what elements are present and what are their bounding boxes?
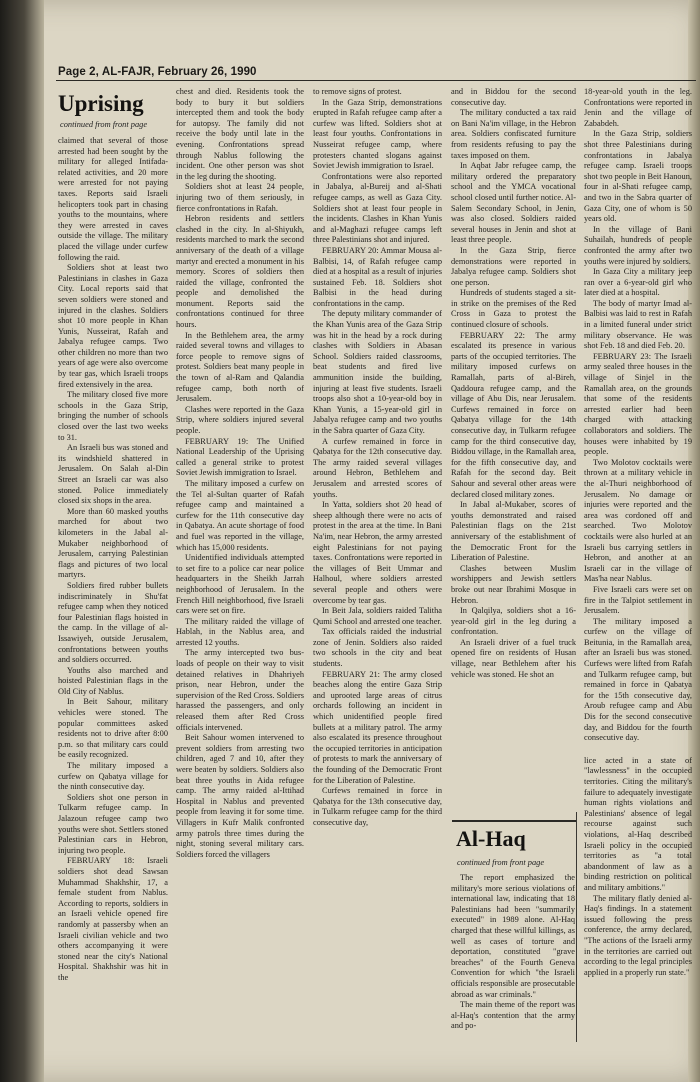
- paragraph: In Beit Jala, soldiers raided Talitha Qumi School and arrested one teacher.: [313, 606, 442, 626]
- paragraph: The report emphasized the military's more serious violations of international law, indicating that 18 Palestinians had been "summarily executed" in 1989 alone. Al-Haq charged that these willful killings, as well as cases of torture and deportation, constituted "grave breaches" of the Fourth Geneva Convention for which "the Israeli officials responsible are prosecutable abroad as war criminals.": [451, 873, 575, 999]
- paragraph: In Aqbat Jabr refugee camp, the military ordered the preparatory school and the YMCA vocational school closed until further notice. Al-Salem Secondary School, in Jenin, was also closed. Soldiers raided several houses in Jenin and shot at least three people.: [451, 161, 576, 245]
- paragraph: Tax officials raided the industrial zone of Jenin. Soldiers also raided two schools in the city and beat students.: [313, 627, 442, 669]
- right-column: [584, 87, 692, 1062]
- paragraph: The military conducted a tax raid on Bani Na'im village, in the Hebron area. Soldiers confiscated furniture from residents refusing to pay the taxes imposed on them.: [451, 108, 576, 160]
- uprising-headline: Uprising: [58, 91, 144, 116]
- alhaq-column-1: [451, 873, 575, 1063]
- paragraph: The deputy military commander of the Khan Yunis area of the Gaza Strip was hit in the head by a rock during clashes with Soldiers in Abasan School. Soldiers raided classrooms, beat students and fired live ammunition inside the building, injuring at least five students. Israeli troops also shot a 10-year-old boy in Khan Yunis, a 15-year-old girl in Jabalya refugee camp and two youths in the Sabra quarter of Gaza City.: [313, 309, 442, 435]
- paragraph: An Israeli driver of a fuel truck opened fire on residents of Husan village, near Bethlehem after his vehicle was stoned. He shot an: [451, 637, 576, 679]
- paragraph: Confrontations were also reported in Jabalya, al-Bureij and al-Shati refugee camps, as well as Gaza City. Soldiers shot at least four people in the incidents. Clashes in Khan Yunis and al-Maghazi refugee camps left three Palestinians shot and injured.: [313, 171, 442, 245]
- alhaq-headline: Al-Haq: [456, 826, 526, 851]
- alhaq-box-side-rule: [576, 812, 577, 1042]
- paragraph: FEBRUARY 21: The army closed beaches along the entire Gaza Strip and uprooted large areas of citrus orchards following an incident in which unidentified people fired bullets at a military patrol. The army also escalated its presence throughout the occupied territories in anticipation of protests to mark the anniversary of the founding of the Democratic Front for the Liberation of Palestine.: [313, 669, 442, 785]
- paragraph: Two Molotov cocktails were thrown at a military vehicle in the al-Thuri neighborhood of Jerusalem. No damage or injuries were reported and the area was cordoned off and searched. Two Molotov cocktails were also hurled at an Israeli bus carrying settlers in Hebron, and another at an Israeli car in the village of Mas'ha near Nablus.: [584, 457, 692, 584]
- paragraph: Beit Sahour women intervened to prevent soldiers from arresting two children, aged 7 and 10, after they were beaten by soldiers. Soldiers also beat three youths in Aida refugee camp. The army raided al-Ittihad Hospital in Nablus and prevented people from leaving it for some time. Villagers in Kufr Malik confronted army patrols three times during the night, stoning several military cars. Soldiers forced the villagers: [176, 733, 304, 859]
- paragraph: The military raided the village of Hablah, in the Nablus area, and arrested 12 youths.: [176, 616, 304, 647]
- paragraph: In Gaza City a military jeep ran over a 6-year-old girl who later died at a hospital.: [584, 267, 692, 298]
- page-folio: Page 2, AL-FAJR, February 26, 1990: [58, 66, 257, 78]
- paragraph: An Israeli bus was stoned and its windshield shattered in Jerusalem. On Salah al-Din Street an Israeli car was also stoned. Police immediately closed six shops in the area.: [58, 443, 168, 506]
- paragraph: The military imposed a curfew on the village of Beitunia, in the Ramallah area, after an Israeli bus was stoned. Curfews were lifted from Rafah and Tulkarm refugee camp, but remained in force in Qabatya for the 15th consecutive day, Aroub refugee camp and Abu Dis for the second consecutive day, and Biddou for the fourth consecutive day.: [584, 616, 692, 743]
- paragraph: The military flatly denied al-Haq's findings. In a statement issued following the press conference, the army declared, "The actions of the Israeli army in the territories are carried out according to the legal principles applied in a properly run state.": [584, 893, 692, 977]
- paragraph: In the Bethlehem area, the army raided several towns and villages to force people to remove signs of protest. Soldiers beat many people in the town of al-Ram and Qalandia refugee camp, both north of Jerusalem.: [176, 330, 304, 404]
- paragraph: In the Gaza Strip, demonstrations erupted in Rafah refugee camp after a curfew was lifted. Soldiers shot at least four youths. Confrontations in Nusseirat refugee camp, where protesters chanted slogans against Soviet Jewish immigration to Israel.: [313, 97, 442, 171]
- paragraph: In Qalqilya, soldiers shot a 16-year-old girl in the leg during a confrontation.: [451, 606, 576, 637]
- paragraph: 18-year-old youth in the leg. Confrontations were reported in Jenin and the village of Zababdeh.: [584, 87, 692, 128]
- paragraph: Hundreds of students staged a sit-in strike on the premises of the Red Cross in Gaza to protest the continued closure of schools.: [451, 288, 576, 330]
- paragraph: and in Biddou for the second consecutive day.: [451, 87, 576, 107]
- paragraph: Soldiers shot one person in Tulkarm refugee camp. In Jalazoun refugee camp two youths were shot. Settlers stoned Palestinian cars in Hebron, injuring two people.: [58, 792, 168, 855]
- paragraph: chest and died. Residents took the body to bury it but soldiers intercepted them and took the body for autopsy. The family did not receive the body until late in the evening. Confrontations spread through Nablus following the incident. One other person was shot in the leg during the shooting.: [176, 87, 304, 181]
- paragraph: Hebron residents and settlers clashed in the city. In al-Shiyukh, residents marched to mark the second anniversary of the death of a village martyr and erected a monument in his memory. Scores of soldiers then raided the village, confronted the people and demolished the monument. Reports said the confrontations continued for three hours.: [176, 214, 304, 330]
- paragraph: The military imposed a curfew on Qabatya village for the ninth consecutive day.: [58, 761, 168, 792]
- paragraph: More than 60 masked youths marched for about two kilometers in the Jabal al-Mukaber neighborhood of Jerusalem, carrying Palestinian flags and pictures of two local martyrs.: [58, 506, 168, 580]
- paragraph: Unidentified individuals attempted to set fire to a police car near police headquarters in the Sheikh Jarrah neighborhood of Jerusalem. In the French Hill neighborhood, five Israeli cars were set on fire.: [176, 553, 304, 616]
- paragraph: FEBRUARY 20: Ammar Mousa al-Balbisi, 14, of Rafah refugee camp died at a hospital as a result of injuries sustained Feb. 18. Soldiers shot Balbisi in the head during confrontations in the camp.: [313, 245, 442, 308]
- uprising-continued-note: continued from front page: [60, 120, 148, 129]
- article-spacer: [584, 744, 692, 756]
- header-rule: [56, 80, 696, 81]
- paragraph: Soldiers fired rubber bullets indiscriminately in Shu'fat refugee camp when they noticed four Palestinian flags hoisted in the camp. In the village of al-Issawiyeh, outside Jerusalem, confrontations between youths and soldiers occurred.: [58, 580, 168, 665]
- paragraph: Youths also marched and hoisted Palestinian flags in the Old City of Nablus.: [58, 665, 168, 696]
- paragraph: Curfews remained in force in Qabatya for the 13th consecutive day, in Tulkarm refugee camp for the third consecutive day,: [313, 786, 442, 827]
- paragraph: lice acted in a state of "lawlessness" in the occupied territories. Citing the military's failure to adequately investigate human rights violations and Palestinians' absence of legal recourse against such violations, al-Haq described Israeli policy in the occupied territories as "a total abandonment of law as a binding restriction on political and military ambitions.": [584, 755, 692, 892]
- paragraph: In Beit Sahour, military vehicles were stoned. The popular committees asked residents not to drive after 8:00 p.m. so that military cars could be easily recognized.: [58, 697, 168, 760]
- paragraph: FEBRUARY 23: The Israeli army sealed three houses in the village of Sinjel in the Ramallah area, on the grounds that some of the residents arrested earlier had been charged with attacking collaborators and soldiers. The houses were inhabited by 19 people.: [584, 351, 692, 457]
- paragraph: The army intercepted two bus-loads of people on their way to visit detained relatives in Dhahriyeh prison, near Hebron, under the supervision of the Red Cross. Soldiers harassed the passengers, and only released them after Red Cross officials intervened.: [176, 648, 304, 732]
- paragraph: FEBRUARY 18: Israeli soldiers shot dead Sawsan Muhammad Shakhshir, 17, a female student from Nablus. According to reports, soldiers in an Israeli vehicle opened fire randomly at passersby when an Israeli civilian vehicle and two others accompanying it were stoned near the city's National Hospital. Shakhshir was hit in the: [58, 856, 168, 982]
- paragraph: A curfew remained in force in Qabatya for the 12th consecutive day. The army raided several villages around Hebron, Bethlehem and Jerusalem and arrested scores of youths.: [313, 436, 442, 499]
- paragraph: Clashes were reported in the Gaza Strip, where soldiers injured several people.: [176, 404, 304, 435]
- paragraph: Soldiers shot at least 24 people, injuring two of them seriously, in fierce confrontations in Rafah.: [176, 182, 304, 213]
- uprising-column-2: [176, 87, 304, 1062]
- uprising-column-3: [313, 87, 442, 1062]
- paragraph: FEBRUARY 22: The army escalated its presence in various parts of the occupied territories. The military imposed curfews on Ramallah, parts of al-Bireh, Qaddoura refugee camp, and the village of Abu Dis, near Jerusalem. Curfews remained in force on Qabatya village for the 14th consecutive day, in Tulkarm refugee camp for the third consecutive day, Biddou village, in the Ramallah area, for the fifth consecutive day, and Rafah for the second day. Beit Sahour and several other areas were declared closed military zones.: [451, 330, 576, 499]
- paragraph: The body of martyr Imad al-Balbisi was laid to rest in Rafah in a limited funeral under strict military observance. He was shot Feb. 18 and died Feb. 20.: [584, 298, 692, 351]
- paragraph: Clashes between Muslim worshippers and Jewish settlers broke out near Ibrahimi Mosque in Hebron.: [451, 563, 576, 605]
- uprising-column-4: [451, 87, 576, 812]
- paragraph: to remove signs of protest.: [313, 87, 402, 96]
- uprising-column-1: [58, 136, 168, 1066]
- alhaq-continued-note: continued from front page: [457, 858, 545, 867]
- alhaq-box-rule: [452, 820, 577, 822]
- paragraph: In the village of Bani Suhailah, hundreds of people confronted the army after two youths were injured by soldiers.: [584, 224, 692, 266]
- paragraph: Soldiers shot at least two Palestinians in clashes in Gaza City. Local reports said that seven soldiers were stoned and injured in the clashes. Soldiers shot 10 more people in Khan Yunis, Nusseirat, Rafah and Jabalya refugee camps. Two other children no more than two years of age were also overcome by tear gas, which Israeli troops fired extensively in the area.: [58, 263, 168, 389]
- paragraph: claimed that several of those arrested had been sought by the military for alleged Intifada-related activities, and 20 more were arrested for not paying taxes. Reports said Israeli helicopters took part in chasing youths to the mountains, where they were arrested in caves outside the village. The military placed the village under curfew following the raid.: [58, 136, 168, 262]
- paragraph: In the Gaza Strip, fierce demonstrations were reported in Jabalya refugee camp. Soldiers shot one person.: [451, 245, 576, 287]
- paragraph: In Yatta, soldiers shot 20 head of sheep although there were no acts of protest in the area at the time. In Bani Na'im, near Hebron, the army arrested eight Palestinians for not paying taxes. Confrontations were reported in the villages of Beit Ummar and Halhoul, where soldiers arrested several people and others were overcome by tear gas.: [313, 500, 442, 605]
- paragraph: Five Israeli cars were set on fire in the Talpiot settlement in Jerusalem.: [584, 584, 692, 616]
- paragraph: The main theme of the report was al-Haq's contention that the army and po-: [451, 1000, 575, 1031]
- paragraph: The military closed five more schools in the Gaza Strip, bringing the number of schools closed over the last two weeks to 31.: [58, 390, 168, 442]
- paragraph: FEBRUARY 19: The Unified National Leadership of the Uprising called a general strike to protest Soviet Jewish immigration to Israel.: [176, 436, 304, 478]
- binding-gutter: [0, 0, 44, 1082]
- paragraph: In Jabal al-Mukaber, scores of youths demonstrated and raised Palestinian flags on the 21st anniversary of the establishment of the Democratic Front for the Liberation of Palestine.: [451, 500, 576, 563]
- paragraph: The military imposed a curfew on the Tel al-Sultan quarter of Rafah refugee camp and maintained a curfew for the 11th consecutive day in Qabatya. An acute shortage of food and fuel was reported in the village, which has 15,000 residents.: [176, 478, 304, 552]
- paragraph: In the Gaza Strip, soldiers shot three Palestinians during confrontations in Jabalya refugee camp. Israeli troops shot two people in Beit Hanoun, four in al-Shati refugee camp, and two in the Sabra quarter of Gaza City, one of whom is 50 years old.: [584, 129, 692, 224]
